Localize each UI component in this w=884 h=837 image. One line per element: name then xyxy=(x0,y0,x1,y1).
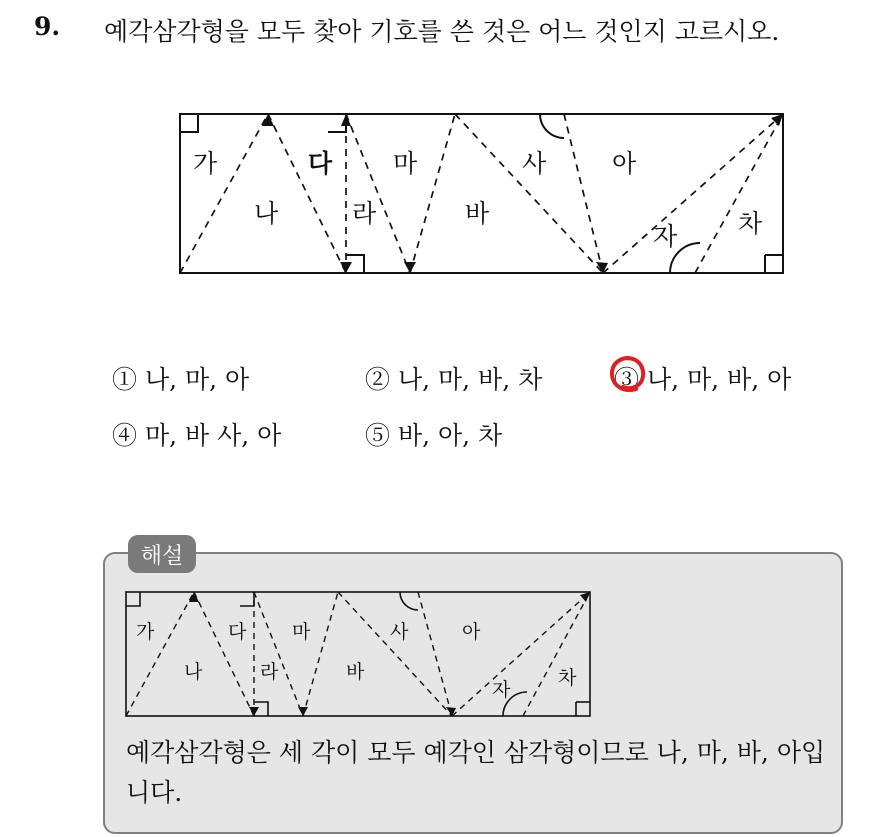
choice-text: 바, 아, 차 xyxy=(397,421,503,450)
svg-text:나: 나 xyxy=(184,661,203,683)
label-sa: 사 xyxy=(522,149,547,178)
choice-4[interactable] xyxy=(112,416,281,452)
label-ma: 마 xyxy=(393,149,418,178)
choice-text: 나, 마, 아 xyxy=(144,365,250,394)
question-number: 9. xyxy=(34,12,61,41)
label-da: 다 xyxy=(308,149,333,178)
explanation-figure xyxy=(120,585,600,725)
label-ra: 라 xyxy=(352,199,377,228)
explanation-text: 예각삼각형은 세 각이 모두 예각인 삼각형이므로 나, 마, 바, 아입니다. xyxy=(126,738,826,807)
svg-text:다: 다 xyxy=(228,621,247,643)
choice-mark: ② xyxy=(365,365,391,394)
choice-2[interactable] xyxy=(365,360,542,396)
label-ga: 가 xyxy=(193,149,218,178)
svg-text:차: 차 xyxy=(558,667,577,689)
choice-1[interactable] xyxy=(112,360,249,396)
explanation-tag: 해설 xyxy=(128,535,196,573)
svg-text:라: 라 xyxy=(260,661,279,683)
choice-5[interactable] xyxy=(365,416,502,452)
label-a: 아 xyxy=(612,149,637,178)
answer-circle-icon xyxy=(606,353,648,395)
choice-mark: ③ xyxy=(614,365,640,394)
label-cha: 차 xyxy=(738,209,763,238)
choice-mark: ⑤ xyxy=(365,421,391,450)
svg-text:사: 사 xyxy=(390,621,409,643)
label-ba: 바 xyxy=(465,199,490,228)
svg-text:가: 가 xyxy=(136,621,155,643)
label-na: 나 xyxy=(254,199,279,228)
svg-text:바: 바 xyxy=(346,661,365,683)
choice-text: 마, 바 사, 아 xyxy=(144,421,282,450)
svg-text:자: 자 xyxy=(492,679,511,701)
label-ja: 자 xyxy=(653,222,678,251)
svg-text:아: 아 xyxy=(462,621,481,643)
svg-text:마: 마 xyxy=(292,621,311,643)
choice-text: 나, 마, 바, 아 xyxy=(646,365,792,394)
choice-text: 나, 마, 바, 차 xyxy=(397,365,543,394)
triangle-figure xyxy=(170,105,790,285)
question-text: 예각삼각형을 모두 찾아 기호를 쓴 것은 어느 것인지 고르시오. xyxy=(104,17,780,46)
choice-mark: ④ xyxy=(112,421,138,450)
choice-mark: ① xyxy=(112,365,138,394)
